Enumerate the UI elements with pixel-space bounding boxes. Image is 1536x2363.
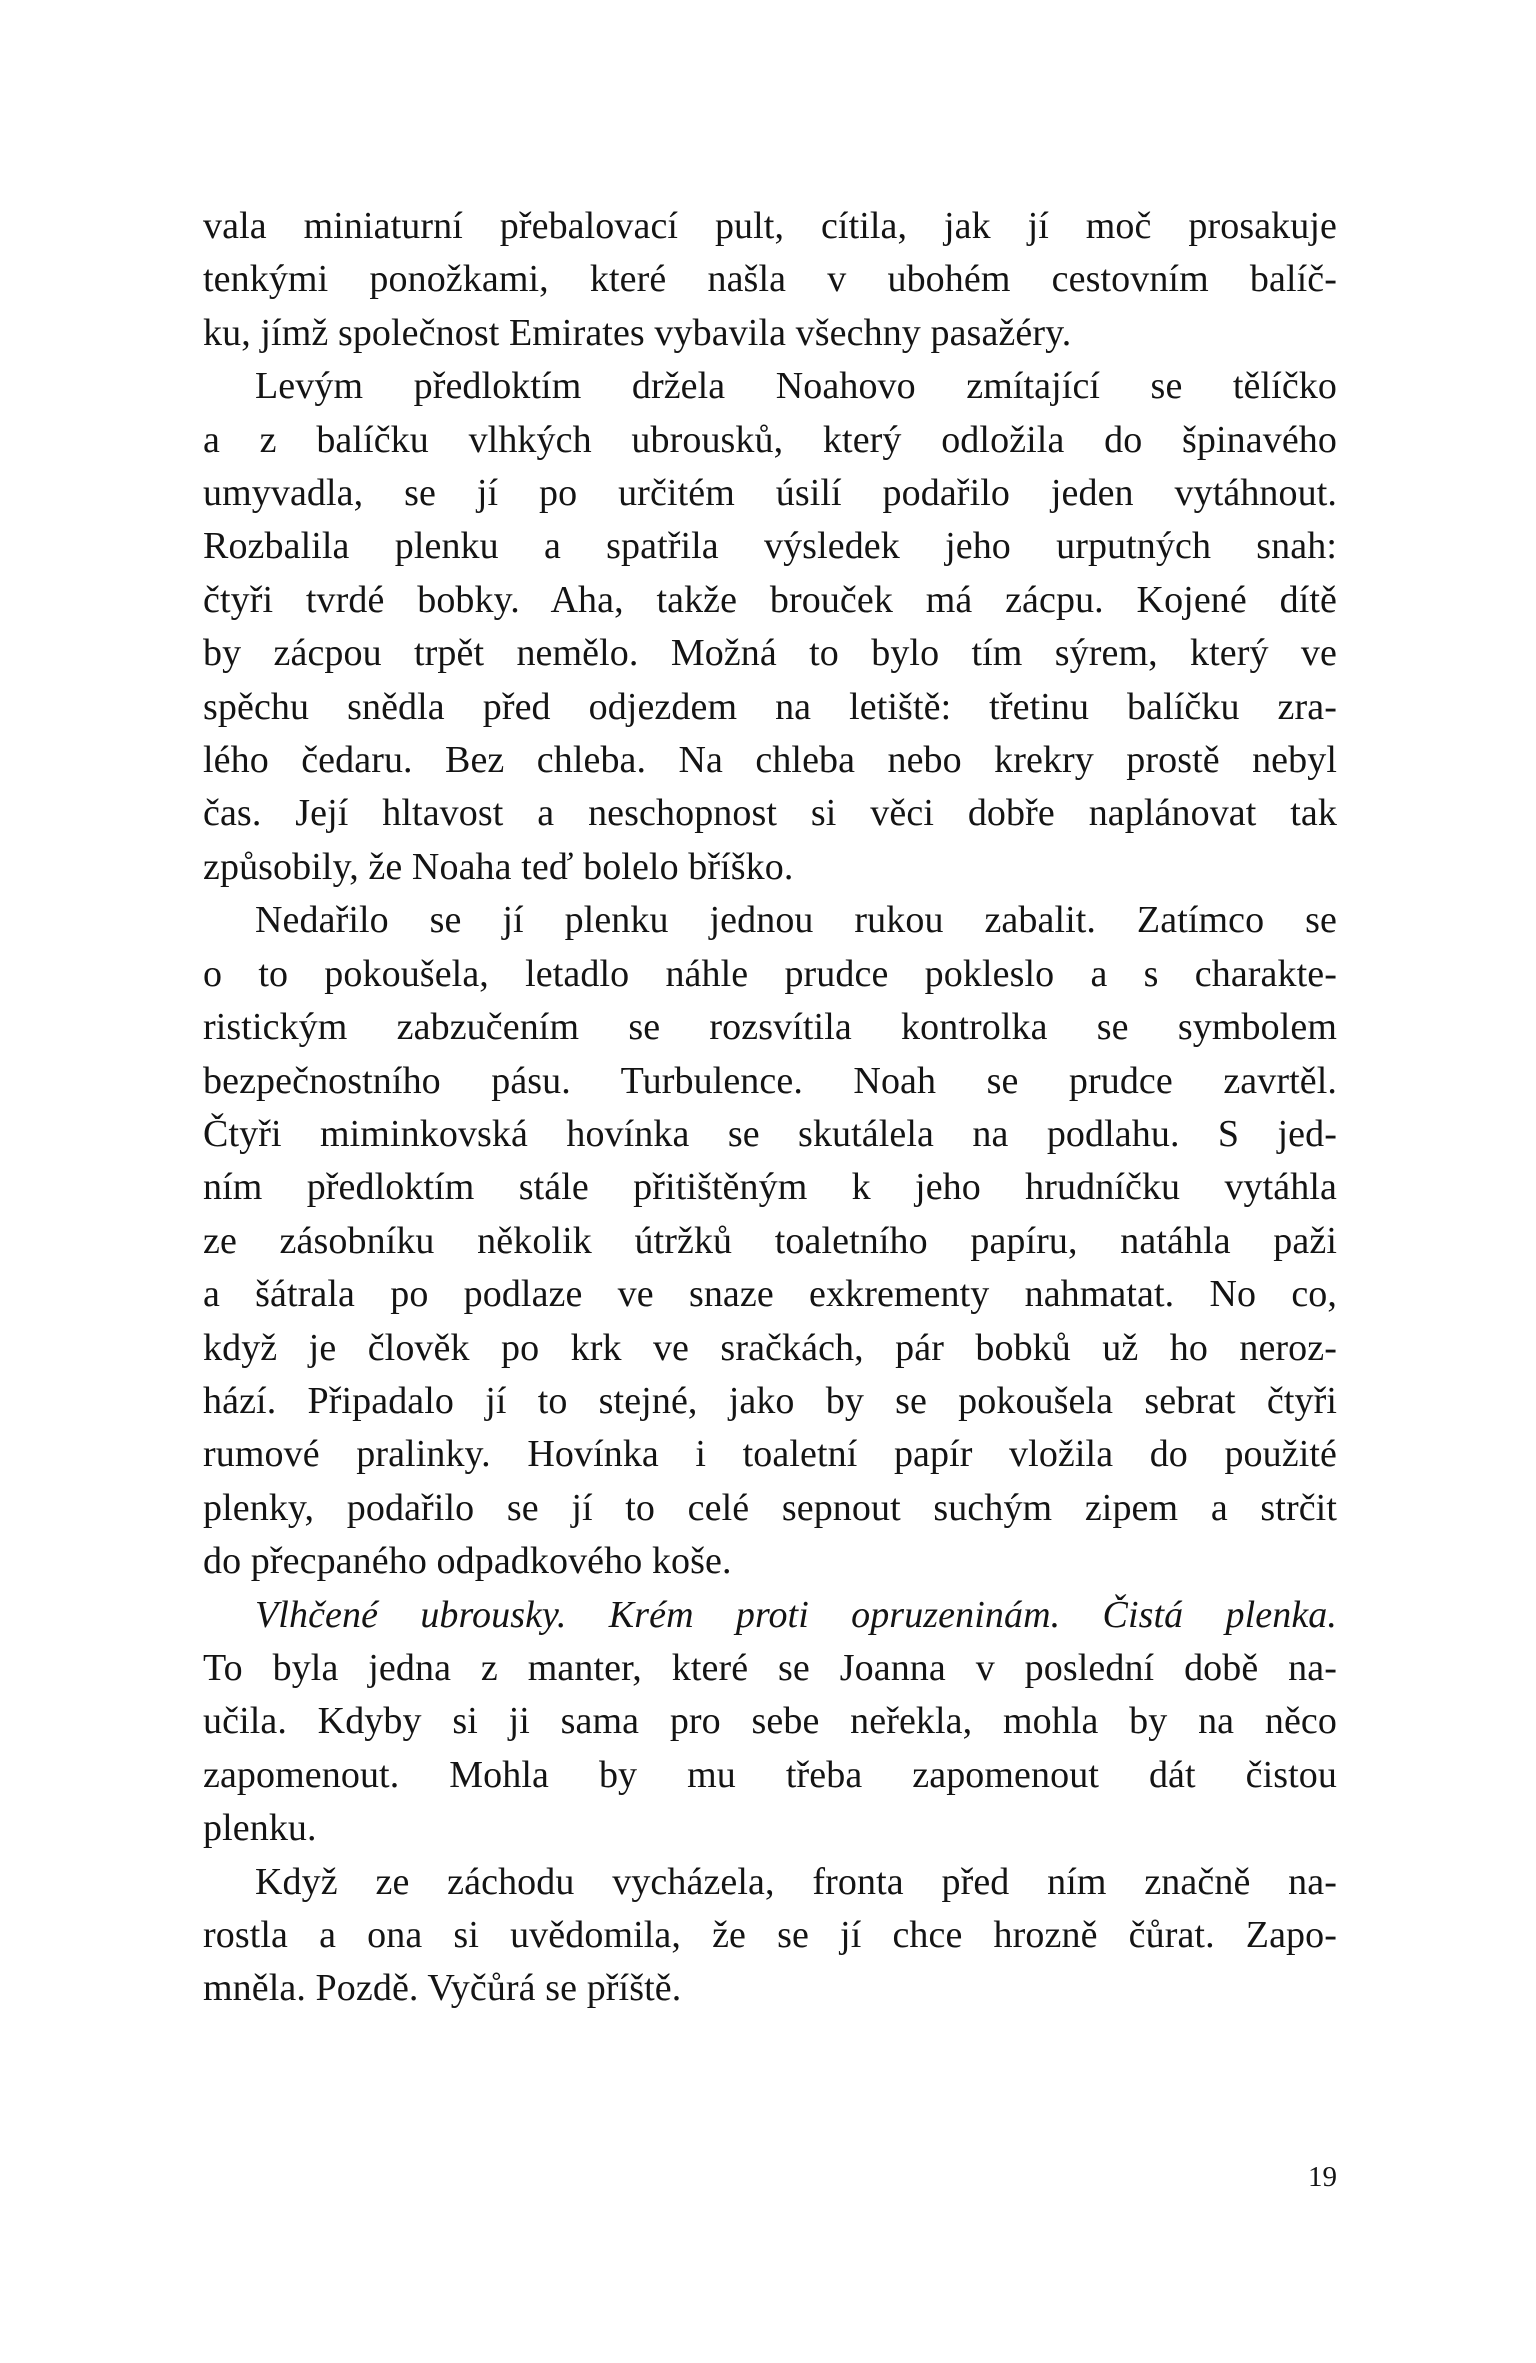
text-line: bezpečnostního pásu. Turbulence. Noah se prudce zavrtěl. xyxy=(203,1059,1337,1102)
text-line: čas. Její hltavost a neschopnost si věci dobře naplánovat tak xyxy=(203,792,1337,835)
text-line: Nedařilo se jí plenku jednou rukou zabalit. Zatímco se xyxy=(255,899,1337,942)
text-line: když je člověk po krk ve sračkách, pár bobků už ho neroz- xyxy=(203,1326,1337,1369)
text-line: ku, jímž společnost Emirates vybavila všechny pasažéry. xyxy=(203,311,1072,354)
text-line: Čtyři miminkovská hovínka se skutálela na podlahu. S jed- xyxy=(203,1112,1337,1155)
text-line: rostla a ona si uvědomila, že se jí chce hrozně čůrat. Zapo- xyxy=(203,1914,1337,1956)
text-line: o to pokoušela, letadlo náhle prudce pokleslo a s charakte- xyxy=(203,952,1337,995)
text-line: ním předloktím stále přitištěným k jeho hrudníčku vytáhla xyxy=(203,1166,1337,1209)
text-line: do přecpaného odpadkového koše. xyxy=(203,1540,732,1583)
text-line: čtyři tvrdé bobky. Aha, takže brouček má zácpu. Kojené dítě xyxy=(203,578,1337,621)
text-line: tenkými ponožkami, které našla v ubohém cestovním balíč- xyxy=(203,258,1337,301)
text-line: a z balíčku vlhkých ubrousků, který odložila do špinavého xyxy=(203,418,1337,461)
page-number: 19 xyxy=(1308,2161,1337,2193)
text-line: To byla jedna z manter, které se Joanna v poslední době na- xyxy=(203,1646,1337,1689)
text-line: mněla. Pozdě. Vyčůrá se příště. xyxy=(203,1967,682,2010)
text-line: plenku. xyxy=(203,1807,317,1850)
text-line: spěchu snědla před odjezdem na letiště: třetinu balíčku zra- xyxy=(203,685,1337,728)
text-line: hází. Připadalo jí to stejné, jako by se pokoušela sebrat čtyři xyxy=(203,1379,1337,1422)
text-line: by zácpou trpět nemělo. Možná to bylo tím sýrem, který ve xyxy=(203,632,1337,675)
text-line: ze zásobníku několik útržků toaletního papíru, natáhla paži xyxy=(203,1219,1337,1262)
text-line: učila. Kdyby si ji sama pro sebe neřekla, mohla by na něco xyxy=(203,1700,1337,1743)
text-line: a šátrala po podlaze ve snaze exkrementy nahmatat. No co, xyxy=(203,1273,1337,1316)
text-line: ristickým zabzučením se rozsvítila kontrolka se symbolem xyxy=(203,1006,1337,1049)
text-line: Rozbalila plenku a spatřila výsledek jeho urputných snah: xyxy=(203,525,1337,568)
text-block xyxy=(203,200,1337,2016)
text-line: Když ze záchodu vycházela, fronta před ním značně na- xyxy=(255,1860,1337,1903)
text-line: vala miniaturní přebalovací pult, cítila, jak jí moč prosakuje xyxy=(203,205,1337,247)
text-line: Levým předloktím držela Noahovo zmítající se tělíčko xyxy=(255,365,1337,408)
text-line: způsobily, že Noaha teď bolelo bříško. xyxy=(203,845,794,888)
text-line: Vlhčené ubrousky. Krém proti opruzeninám. Čistá plenka. xyxy=(255,1593,1337,1636)
text-line: plenky, podařilo se jí to celé sepnout suchým zipem a strčit xyxy=(203,1486,1337,1529)
text-line: zapomenout. Mohla by mu třeba zapomenout dát čistou xyxy=(203,1753,1337,1796)
text-line: lého čedaru. Bez chleba. Na chleba nebo krekry prostě nebyl xyxy=(203,739,1337,782)
text-line: umyvadla, se jí po určitém úsilí podařilo jeden vytáhnout. xyxy=(203,472,1337,515)
text-line: rumové pralinky. Hovínka i toaletní papír vložila do použité xyxy=(203,1433,1337,1476)
